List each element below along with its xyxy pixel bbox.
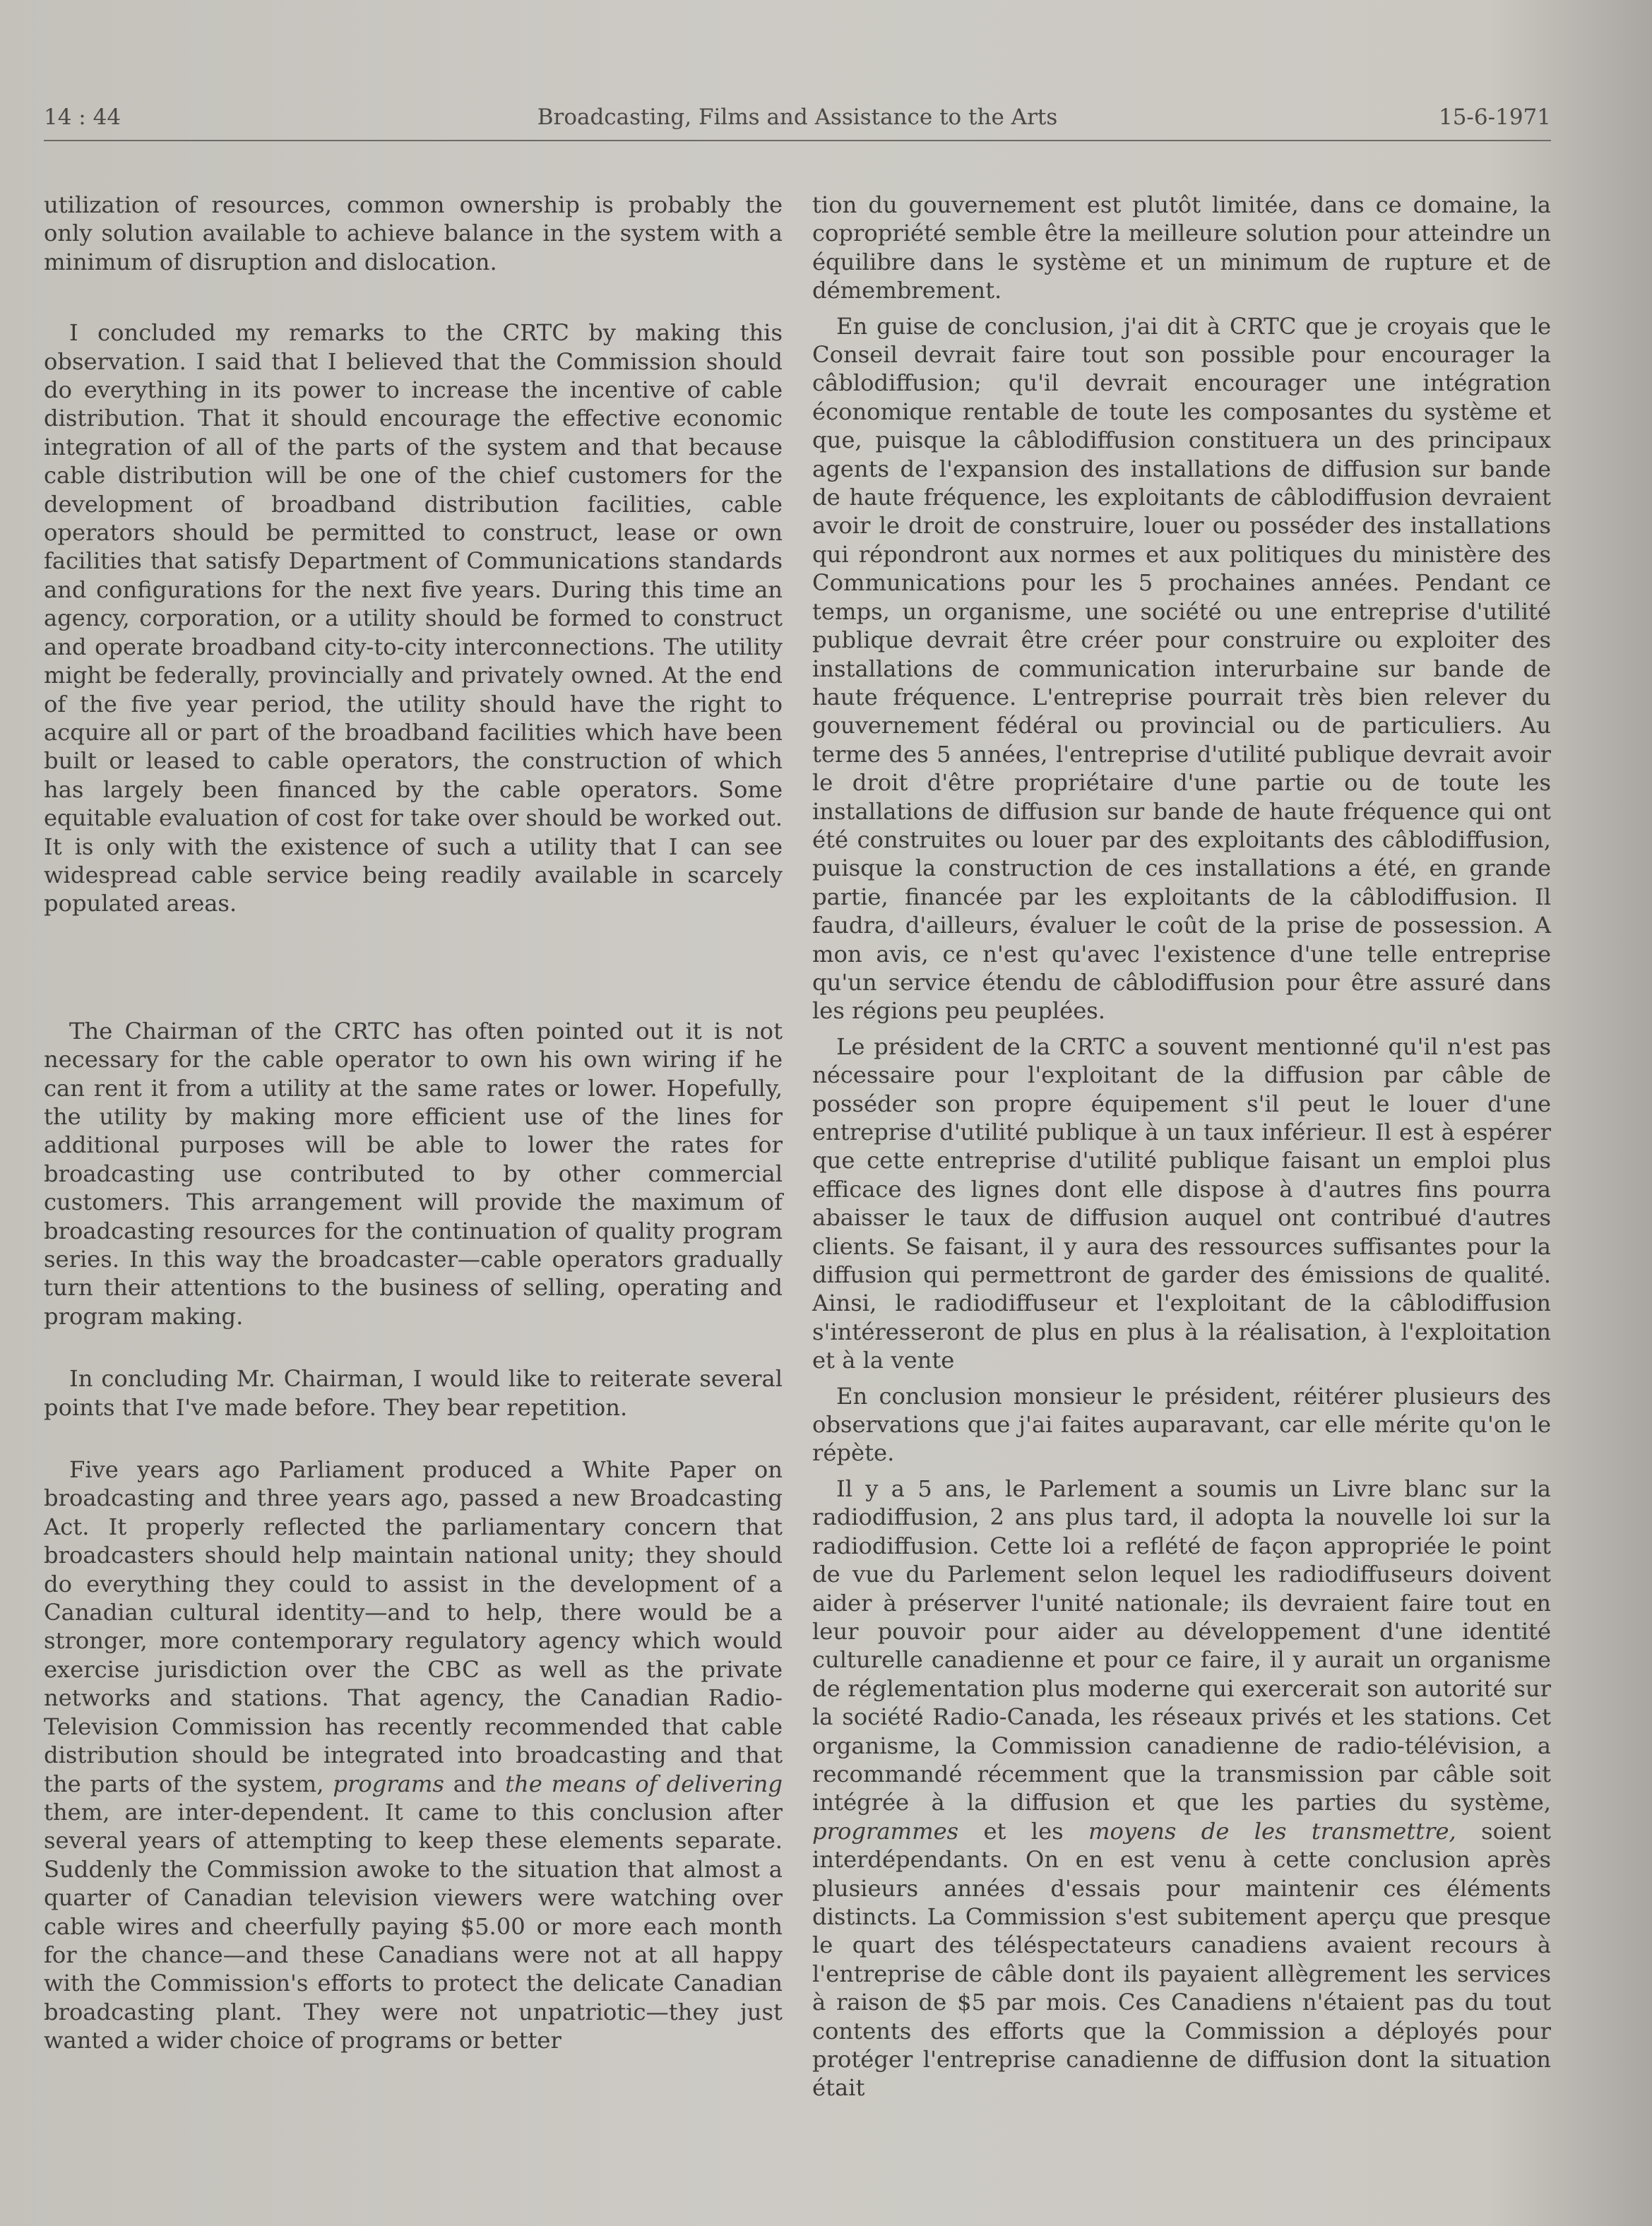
running-title: Broadcasting, Films and Assistance to the Arts — [537, 105, 1058, 130]
english-paragraph-1: utilization of resources, common ownership is probably the only solution available to achieve balance in the system with a minimum of disruption and dislocation. — [44, 191, 783, 275]
french-paragraph-4: En conclusion monsieur le président, réitérer plusieurs des observations que j'ai faites auparavant, car elle mérite qu'on le répète. — [812, 1382, 1551, 1467]
english-paragraph-5-rest: them, are inter-dependent. It came to this conclusion after several years of attempting to keep these elements separate. Suddenly the Commission awoke to the situation that almost a quarter of Canadian television viewers were watching over cable wires and cheerfully paying $5.00 or more each month for the chance—and these Canadians were not at all happy with the Commission's efforts to protect the delicate Canadian broadcasting plant. They were not unpatriotic—they just wanted a wider choice of programs or better — [44, 1798, 783, 2054]
page-header — [44, 103, 1551, 141]
english-paragraph-2: I concluded my remarks to the CRTC by making this observation. I said that I believed that the Commission should do everything in its power to increase the incentive of cable distribution. That it should encourage the effective economic integration of all of the parts of the system and that because cable distribution will be one of the chief customers for the development of broadband distribution facilities, cable operators should be permitted to construct, lease or own facilities that satisfy Department of Communications standards and configurations for the next five years. During this time an agency, corporation, or a utility should be formed to construct and operate broadband city-to-city interconnections. The utility might be federally, provincially and privately owned. At the end of the five year period, the utility should have the right to acquire all or part of the broadband facilities which have been built or leased to cable operators, the construction of which has largely been financed by the cable operators. Some equitable evaluation of cost for take over should be worked out. It is only with the existence of such a utility that I can see widespread cable service being readily available in scarcely populated areas. — [44, 319, 783, 917]
english-paragraph-5-text: Five years ago Parliament produced a White Paper on broadcasting and three years ago, passed a new Broadcasting Act. It properly reflected the parliamentary concern that broadcasters should help maintain national unity; they should do everything they could to assist in the development of a Canadian cultural identity—and to help, there would be a stronger, more contemporary regulatory agency which would exercise jurisdiction over the CBC as well as the private networks and stations. That agency, the Canadian Radio-Television Commission has recently recommended that cable distribution should be integrated into broadcasting and that the parts of the system, — [44, 1456, 783, 1797]
french-paragraph-2: En guise de conclusion, j'ai dit à CRTC que je croyais que le Conseil devrait faire tout son possible pour encourager la câblodiffusion; qu'il devrait encourager une intégration économique rentable de toute les composantes du système et que, puisque la câblodiffusion constituera un des principaux agents de l'expansion des installations de diffusion sur bande de haute fréquence, les exploitants de câblodiffusion devraient avoir le droit de construire, louer ou posséder des installations qui répondront aux normes et aux politiques du ministère des Communications pour les 5 prochaines années. Pendant ce temps, un organisme, une société ou une entreprise d'utilité publique devrait être créer pour construire ou exploiter des installations de communication interurbaine sur bande de haute fréquence. L'entreprise pourrait très bien relever du gouvernement fédéral ou provincial ou de particuliers. Au terme des 5 années, l'entreprise d'utilité publique devrait avoir le droit d'être propriétaire d'une partie ou de toute les installations de diffusion sur bande de haute fréquence qui ont été construites ou louer par des exploitants des câblodiffusion, puisque la construction de ces installations a été, en grande partie, financée par les exploitants de la câblodiffusion. Il faudra, d'ailleurs, évaluer le coût de la prise de possession. A mon avis, ce n'est qu'avec l'existence d'une telle entreprise qu'un service étendu de câblodiffusion pour être assuré dans les régions peu peuplées. — [812, 312, 1551, 1025]
french-paragraph-5-et-les: et les — [983, 1817, 1064, 1845]
english-paragraph-3: The Chairman of the CRTC has often pointed out it is not necessary for the cable operator to own his own wiring if he can rent it from a utility at the same rates or lower. Hopefully, the utility by making more efficient use of the lines for additional purposes will be able to lower the rates for broadcasting use contributed to by other commercial customers. This arrangement will provide the maximum of broadcasting resources for the continuation of quality program series. In this way the broadcaster—cable operators gradually turn their attentions to the business of selling, operating and program making. — [44, 1017, 783, 1330]
page-number: 14 : 44 — [44, 105, 121, 130]
french-paragraph-5 — [812, 1475, 1551, 2102]
french-paragraph-5-rest: soient interdépendants. On en est venu à cette conclusion après plusieurs années d'essais pour maintenir ces éléments distincts. La Commission s'est subitement aperçu que presque le quart des téléspectateurs canadiens avaient recours à l'entreprise de câble dont ils payaient allègrement les services à raison de $5 par mois. Ces Canadiens n'étaient pas du tout contents des efforts que la Commission a déployés pour protéger l'entreprise canadienne de diffusion dont la situation était — [812, 1817, 1551, 2102]
french-paragraph-5-text: Il y a 5 ans, le Parlement a soumis un Livre blanc sur la radiodiffusion, 2 ans plus tard, il adopta la nouvelle loi sur la radiodiffusion. Cette loi a reflété de façon appropriée le point de vue du Parlement selon lequel les radiodiffuseurs doivent aider à préserver l'unité nationale; ils devraient faire tout en leur pouvoir pour aider au développement d'une identité culturelle canadienne et pour ce faire, il y aurait un organisme de réglementation plus moderne qui exercerait son autorité sur la société Radio-Canada, les réseaux privés et les stations. Cet organisme, la Commission canadienne de radio-télévision, a recommandé récemment que la transmission par câble soit intégrée à la diffusion et que les parties du système, — [812, 1475, 1551, 1816]
english-paragraph-5 — [44, 1456, 783, 2055]
french-column — [812, 191, 1551, 2102]
english-column — [44, 191, 783, 2055]
french-emphasis-programmes: programmes — [812, 1817, 959, 1845]
french-emphasis-moyens: moyens de les transmettre, — [1088, 1817, 1456, 1845]
french-paragraph-3: Le président de la CRTC a souvent mentionné qu'il n'est pas nécessaire pour l'exploitant de la diffusion par câble de posséder son propre équipement s'il peut le louer d'une entreprise d'utilité publique à un taux inférieur. Il est à espérer que cette entreprise d'utilité publique faisant un emploi plus efficace des lignes dont elle dispose à d'autres fins pourra abaisser le taux de diffusion auquel ont contribué d'autres clients. Se faisant, il y aura des ressources suffisantes pour la diffusion qui permettront de garder des émissions de qualité. Ainsi, le radiodiffuseur et l'exploitant de la câblodiffusion s'intéresseront de plus en plus à la réalisation, à l'exploitation et à la vente — [812, 1032, 1551, 1374]
english-paragraph-4: In concluding Mr. Chairman, I would like to reiterate several points that I've made before. They bear repetition. — [44, 1365, 783, 1421]
french-paragraph-1: tion du gouvernement est plutôt limitée, dans ce domaine, la copropriété semble être la meilleure solution pour atteindre un équilibre dans le système et un minimum de rupture et de démembrement. — [812, 191, 1551, 304]
english-paragraph-5-and: and — [453, 1770, 497, 1797]
english-emphasis-programs: programs — [333, 1770, 444, 1797]
page-date: 15-6-1971 — [1438, 105, 1551, 130]
english-emphasis-means: the means of delivering — [505, 1770, 783, 1797]
